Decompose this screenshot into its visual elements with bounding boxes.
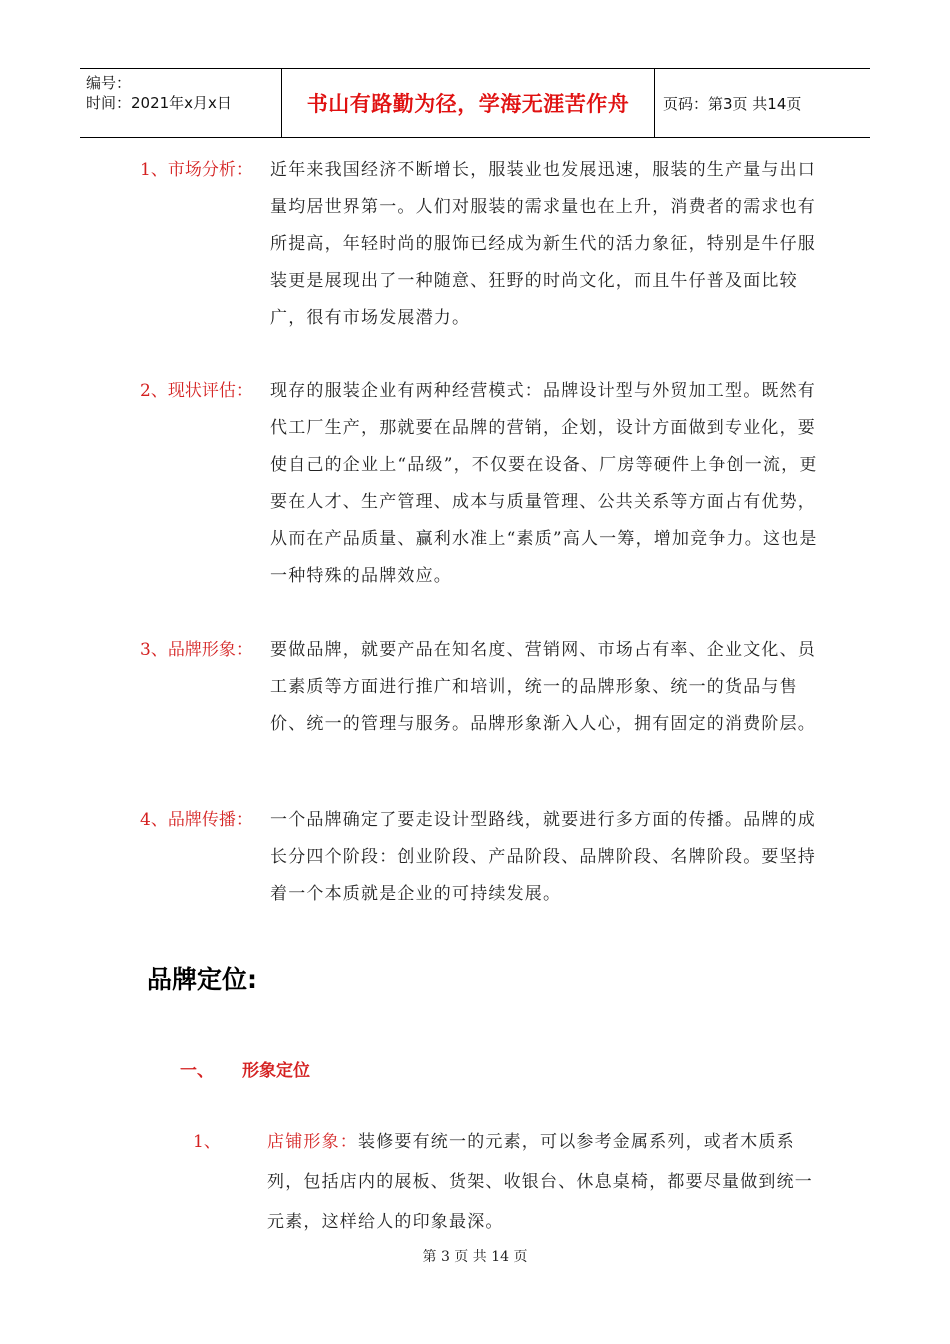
subsection-number: 一、 xyxy=(180,1061,214,1081)
item-label: 3、品牌形象： xyxy=(140,640,253,660)
item-brand-communication xyxy=(140,802,820,913)
page-footer: 第 3 页 共 14 页 xyxy=(422,1249,528,1265)
header-meta xyxy=(80,69,282,137)
item-text: 要做品牌，就要产品在知名度、营销网、市场占有率、企业文化、员工素质等方面进行推广和培训，统一的品牌形象、统一的货品与售价、统一的管理与服务。品牌形象渐入人心，拥有固定的消费阶层。 xyxy=(270,640,816,734)
item-status-assessment xyxy=(140,373,820,595)
header-page-info: 页码：第3页 共14页 xyxy=(663,94,802,113)
item-label: 1、市场分析： xyxy=(140,160,253,180)
store-item-text-block xyxy=(267,1122,823,1242)
subsection-title: 形象定位 xyxy=(242,1061,310,1081)
item-text: 近年来我国经济不断增长，服装业也发展迅速，服装的生产量与出口量均居世界第一。人们对服装的需求量也在上升，消费者的需求也有所提高，年轻时尚的服饰已经成为新生代的活力象征，特别是牛仔服装更是展现出了一种随意、狂野的时尚文化，而且牛仔普及面比较广，很有市场发展潜力。 xyxy=(270,160,816,328)
store-image-item xyxy=(193,1122,823,1242)
store-item-label: 店铺形象： xyxy=(267,1132,358,1152)
item-market-analysis xyxy=(140,152,820,337)
item-label: 2、现状评估： xyxy=(140,381,253,401)
number-label: 编号： xyxy=(86,74,132,92)
item-text: 现存的服装企业有两种经营模式：品牌设计型与外贸加工型。既然有代工厂生产，那就要在品牌的营销，企划，设计方面做到专业化，要使自己的企业上“品级”，不仅要在设备、厂房等硬件上争创一流，更要在人才、生产管理、成本与质量管理、公共关系等方面占有优势，从而在产品质量、赢利水准上“素质”高人一筹，增加竞争力。这也是一种特殊的品牌效应。 xyxy=(270,381,818,586)
document-header xyxy=(80,68,870,138)
item-text: 一个品牌确定了要走设计型路线，就要进行多方面的传播。品牌的成长分四个阶段：创业阶段、产品阶段、品牌阶段、名牌阶段。要坚持着一个本质就是企业的可持续发展。 xyxy=(270,810,816,904)
subsection-heading xyxy=(180,1056,310,1081)
item-label: 4、品牌传播： xyxy=(140,810,253,830)
store-item-text: 装修要有统一的元素，可以参考金属系列，或者木质系列，包括店内的展板、货架、收银台、休息桌椅，都要尽量做到统一元素，这样给人的印象最深。 xyxy=(267,1132,813,1232)
store-item-number: 1、 xyxy=(193,1132,221,1152)
section-heading: 品牌定位: xyxy=(147,965,257,994)
item-brand-image xyxy=(140,632,820,743)
time-label: 时间：2021年x月x日 xyxy=(86,94,232,112)
header-motto: 书山有路勤为径，学海无涯苦作舟 xyxy=(282,69,655,137)
